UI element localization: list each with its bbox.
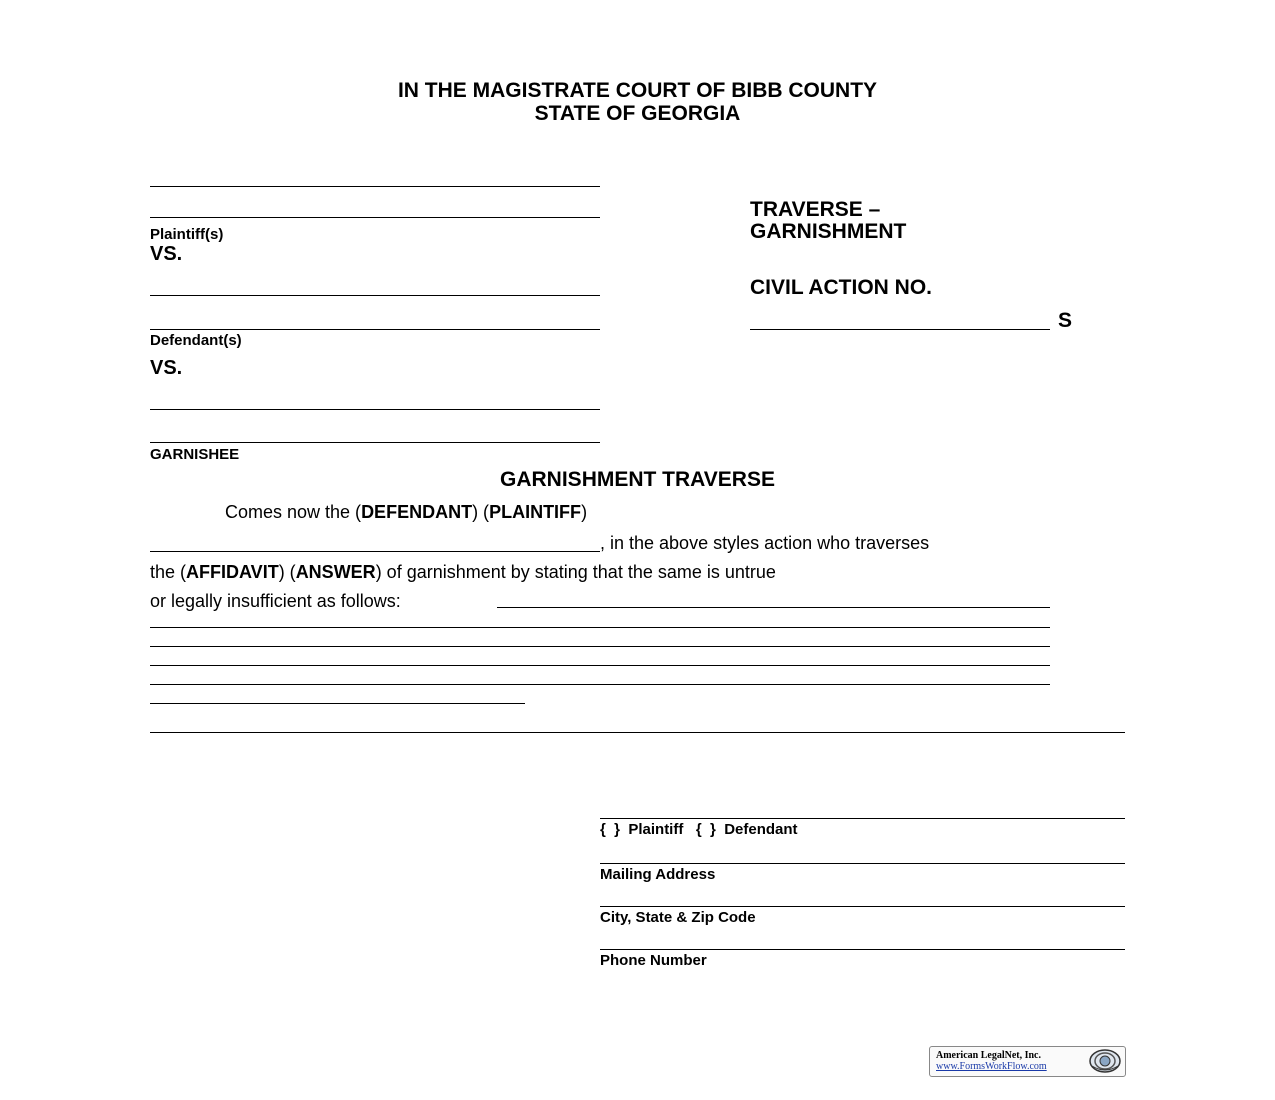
american-legalnet-logo[interactable] bbox=[929, 1046, 1126, 1077]
body-line-1-prefix: Comes now the ( bbox=[225, 502, 362, 522]
body-line-2-suffix: , in the above styles action who traverses bbox=[600, 533, 930, 553]
logo-company-name: American LegalNet, Inc. bbox=[936, 1050, 1041, 1061]
civil-action-number-line[interactable] bbox=[750, 329, 1050, 330]
section-title: GARNISHMENT TRAVERSE bbox=[500, 468, 775, 491]
logo-url-link[interactable]: www.FormsWorkFlow.com bbox=[936, 1061, 1047, 1072]
globe-icon bbox=[1088, 1048, 1122, 1074]
civil-action-label: CIVIL ACTION NO. bbox=[750, 276, 933, 299]
garnishee-label: GARNISHEE bbox=[150, 446, 240, 463]
phone-number-label: Phone Number bbox=[600, 952, 707, 969]
body-line-3-suffix: ) of garnishment by stating that the same is untrue bbox=[375, 562, 776, 582]
vs-label-2: VS. bbox=[150, 357, 183, 379]
garnishee-name-line-1[interactable] bbox=[150, 409, 600, 410]
mailing-address-label: Mailing Address bbox=[600, 866, 716, 883]
plaintiff-name-line-1[interactable] bbox=[150, 186, 600, 187]
phone-number-line[interactable] bbox=[600, 949, 1125, 950]
body-line-1-suffix: ) bbox=[581, 502, 588, 522]
body-line-3 bbox=[150, 562, 776, 583]
garnishee-name-line-2[interactable] bbox=[150, 442, 600, 443]
reason-line-2[interactable] bbox=[150, 627, 1050, 628]
reason-line-3[interactable] bbox=[150, 646, 1050, 647]
defendant-label: Defendant(s) bbox=[150, 332, 242, 349]
city-state-zip-label: City, State & Zip Code bbox=[600, 909, 756, 926]
reason-line-1[interactable] bbox=[497, 607, 1050, 608]
defendant-name-line-1[interactable] bbox=[150, 295, 600, 296]
body-line-4: or legally insufficient as follows: bbox=[150, 591, 401, 611]
answer-option: ANSWER bbox=[295, 562, 376, 582]
court-name-line: IN THE MAGISTRATE COURT OF BIBB COUNTY bbox=[397, 79, 878, 102]
body-line-1-mid: ) ( bbox=[472, 502, 490, 522]
affidavit-option: AFFIDAVIT bbox=[186, 562, 279, 582]
city-state-zip-line[interactable] bbox=[600, 906, 1125, 907]
party-checkbox-label[interactable]: { } Plaintiff { } Defendant bbox=[600, 821, 798, 838]
party-name-line[interactable] bbox=[150, 551, 600, 552]
plaintiff-name-line-2[interactable] bbox=[150, 217, 600, 218]
reason-line-4[interactable] bbox=[150, 665, 1050, 666]
plaintiff-option: PLAINTIFF bbox=[489, 502, 582, 522]
case-suffix: S bbox=[1058, 309, 1073, 332]
defendant-option: DEFENDANT bbox=[361, 502, 473, 522]
body-line-3-prefix: the ( bbox=[150, 562, 187, 582]
court-state-line: STATE OF GEORGIA bbox=[534, 102, 741, 125]
plaintiff-label: Plaintiff(s) bbox=[150, 226, 224, 243]
vs-label-1: VS. bbox=[150, 243, 183, 265]
form-title-line-1: TRAVERSE – bbox=[750, 198, 881, 221]
defendant-name-line-2[interactable] bbox=[150, 329, 600, 330]
mailing-address-line[interactable] bbox=[600, 863, 1125, 864]
section-divider bbox=[150, 732, 1125, 733]
signature-line[interactable] bbox=[600, 818, 1125, 819]
form-title-line-2: GARNISHMENT bbox=[750, 220, 907, 243]
reason-line-6[interactable] bbox=[150, 703, 525, 704]
body-line-3-mid: ) ( bbox=[278, 562, 296, 582]
reason-line-5[interactable] bbox=[150, 684, 1050, 685]
body-line-1 bbox=[225, 502, 587, 523]
